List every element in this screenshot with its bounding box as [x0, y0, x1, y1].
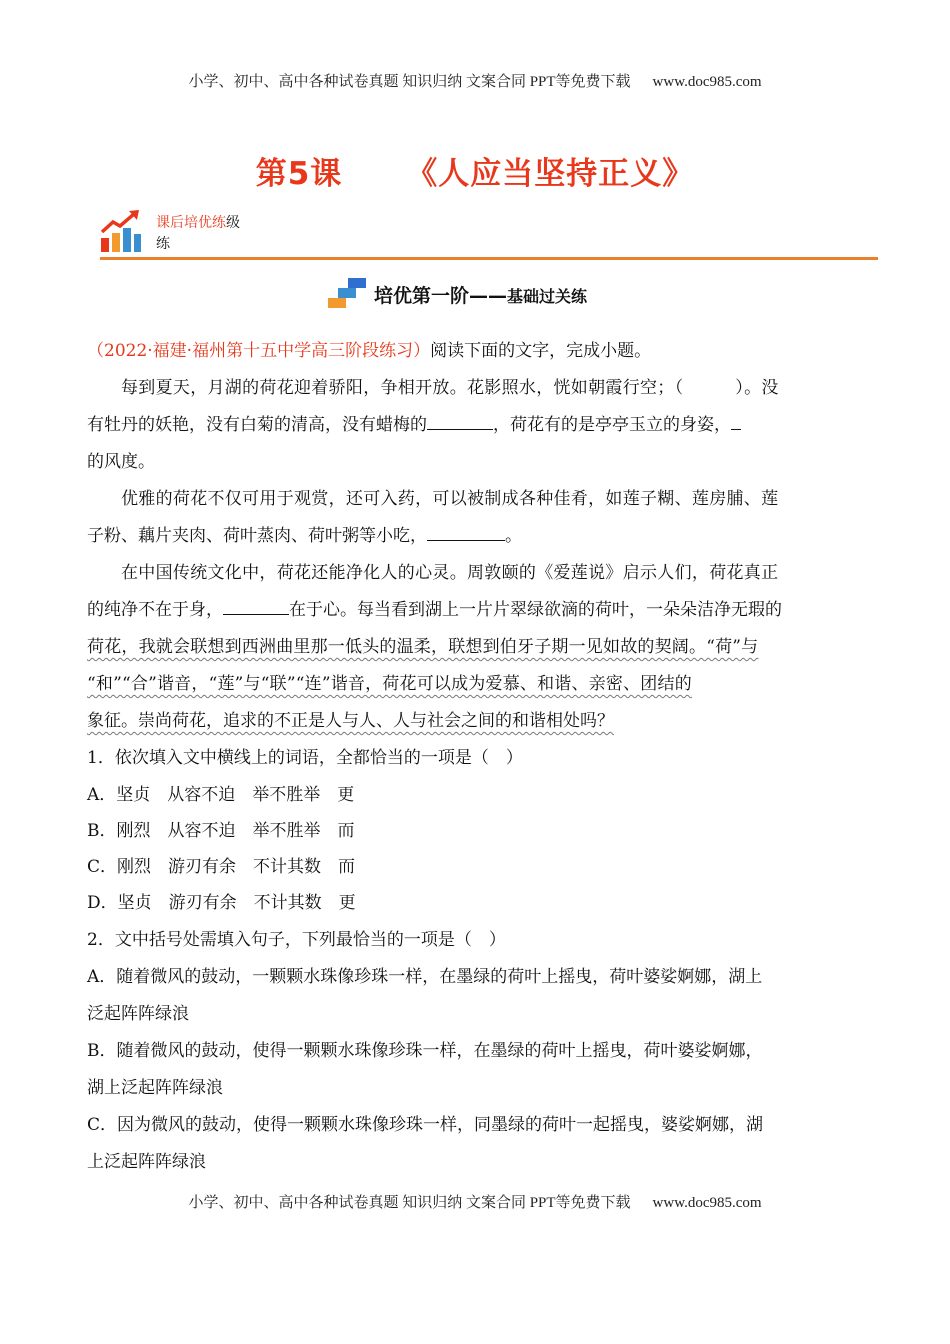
fill-blank [731, 413, 741, 430]
source-instruction: 阅读下面的文字，完成小题。 [430, 341, 652, 361]
passage-line [87, 706, 614, 731]
question-1-option-d: D．坚贞 游刃有余 不计其数 更 [87, 893, 356, 913]
header-text: 小学、初中、高中各种试卷真题 知识归纳 文案合同 PPT等免费下载 [188, 74, 631, 90]
growth-chart-icon [100, 208, 142, 254]
header-url[interactable]: www.doc985.com [652, 74, 762, 90]
question-2-option-a-cont: 泛起阵阵绿浪 [87, 1004, 189, 1024]
footer-text: 小学、初中、高中各种试卷真题 知识归纳 文案合同 PPT等免费下载 [188, 1195, 631, 1211]
passage-line: “和”“合”谐音，“莲”与“联”“连”谐音，荷花可以成为爱慕、和谐、亲密、团结的 [87, 674, 692, 694]
source-line [87, 336, 651, 361]
lesson-number: 第5课 [255, 156, 343, 192]
question-2-stem: 2．文中括号处需填入句子，下列最恰当的一项是（ ） [87, 930, 506, 950]
page-footer [0, 1191, 950, 1212]
passage-text: 在于心。每当看到湖上一片片翠绿欲滴的荷叶，一朵朵洁净无瑕的 [289, 600, 782, 620]
passage-text: 有牡丹的妖艳，没有白菊的清高，没有蜡梅的 [87, 415, 427, 435]
subheading-dash: —— [469, 285, 508, 307]
question-2-option-b: B．随着微风的鼓动，使得一颗颗水珠像珍珠一样，在墨绿的荷叶上摇曳，荷叶婆娑婀娜， [87, 1041, 763, 1061]
passage-line: 的风度。 [87, 452, 155, 472]
page-title [0, 148, 950, 193]
question-1-option-a: A．坚贞 从容不迫 举不胜举 更 [87, 785, 355, 805]
passage-text: 子粉、藕片夹肉、荷叶蒸肉、荷叶粥等小吃， [87, 526, 427, 546]
section-label [156, 213, 266, 255]
passage-line [87, 521, 522, 546]
passage-text: 象征。崇尚荷花，追求的不正是人与人、人与社会之间的和谐相处吗？ [87, 711, 614, 731]
passage-line [87, 595, 782, 620]
passage-text: ，荷花有的是亭亭玉立的身姿， [493, 415, 731, 435]
question-1-option-c: C．刚烈 游刃有余 不计其数 而 [87, 857, 356, 877]
section-divider [100, 257, 878, 260]
question-1-stem: 1．依次填入文中横线上的词语，全都恰当的一项是（ ） [87, 748, 523, 768]
section-label-red: 课后培优练 [156, 215, 226, 231]
fill-blank [223, 598, 289, 615]
question-1-option-b: B．刚烈 从容不迫 举不胜举 而 [87, 821, 355, 841]
passage-line: 荷花，我就会联想到西洲曲里那一低头的温柔，联想到伯牙子期一见如故的契阔。“荷”与 [87, 637, 759, 657]
fill-blank [427, 524, 505, 541]
question-2-option-a: A．随着微风的鼓动，一颗颗水珠像珍珠一样，在墨绿的荷叶上摇曳，荷叶婆娑婀娜，湖上 [87, 967, 763, 987]
subheading-small: 基础过关练 [507, 287, 588, 306]
steps-icon [326, 276, 368, 310]
fill-blank [427, 413, 493, 430]
lesson-name: 《人应当坚持正义》 [406, 156, 695, 192]
footer-url[interactable]: www.doc985.com [652, 1195, 762, 1211]
source-tag: （2022·福建·福州第十五中学高三阶段练习） [87, 341, 431, 361]
question-2-option-c-cont: 上泛起阵阵绿浪 [87, 1152, 206, 1172]
passage-line: 在中国传统文化中，荷花还能净化人的心灵。周敦颐的《爱莲说》启示人们，荷花真正 [121, 563, 779, 583]
passage-line: 优雅的荷花不仅可用于观赏，还可入药，可以被制成各种佳肴，如莲子糊、莲房脯、莲 [121, 489, 779, 509]
passage-line: 每到夏天，月湖的荷花迎着骄阳，争相开放。花影照水，恍如朝霞行空；（ ）。没 [121, 378, 779, 398]
subheading [326, 270, 587, 310]
section-label-black-2: 练 [156, 236, 170, 252]
question-2-option-b-cont: 湖上泛起阵阵绿浪 [87, 1078, 223, 1098]
passage-text: 的纯净不在于身， [87, 600, 223, 620]
question-2-option-c: C．因为微风的鼓动，使得一颗颗水珠像珍珠一样，同墨绿的荷叶一起摇曳，婆娑婀娜，湖 [87, 1115, 764, 1135]
passage-text: 。 [505, 526, 522, 546]
passage-line [87, 410, 741, 435]
subheading-text [374, 281, 587, 310]
page-header [0, 70, 950, 91]
subheading-main: 培优第一阶 [374, 285, 470, 307]
section-label-black-1: 级 [226, 215, 240, 231]
